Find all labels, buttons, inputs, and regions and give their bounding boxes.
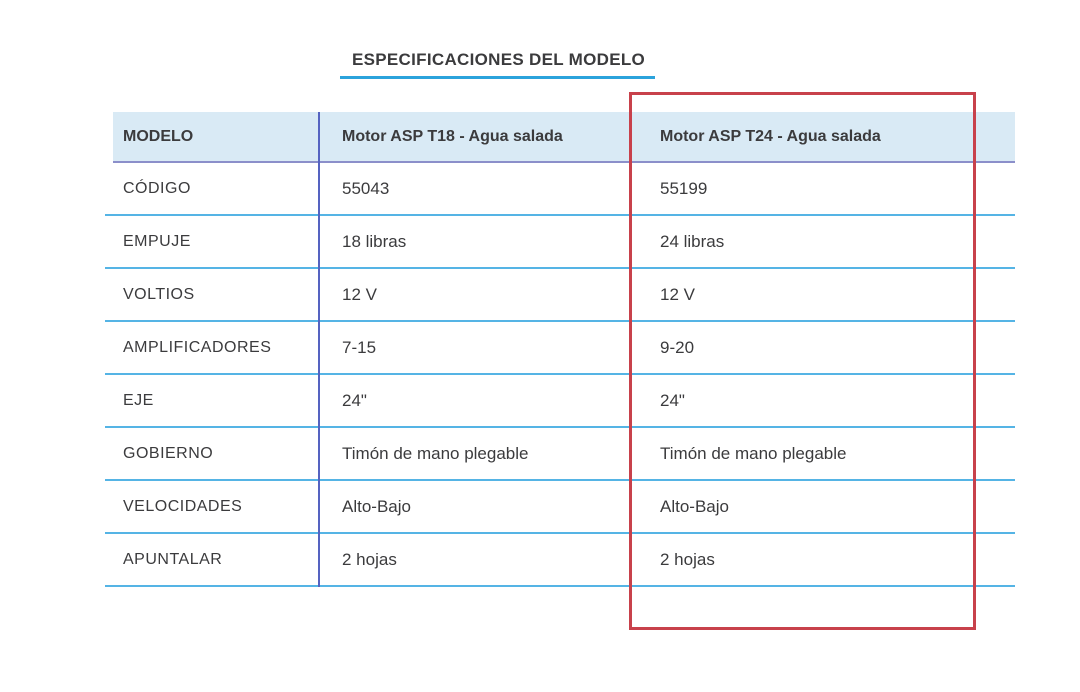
t24-value: 2 hojas	[660, 549, 715, 569]
row-label: VELOCIDADES	[123, 497, 243, 515]
column-divider	[318, 112, 320, 587]
table-row-codigo	[105, 163, 1015, 216]
page-title: ESPECIFICACIONES DEL MODELO	[340, 50, 655, 79]
t24-value: Alto-Bajo	[660, 496, 729, 516]
t18-value: Alto-Bajo	[342, 496, 411, 516]
t18-value: 7-15	[342, 337, 377, 357]
row-label: EJE	[123, 391, 154, 409]
table-row-velocidades	[105, 481, 1015, 534]
table-row-amplificadores	[105, 322, 1015, 375]
row-label: AMPLIFICADORES	[123, 338, 272, 356]
table-row-eje	[105, 375, 1015, 428]
row-label: CÓDIGO	[123, 179, 191, 197]
t24-value: 9-20	[660, 337, 695, 357]
table-header-row	[113, 112, 1015, 163]
t18-value: Timón de mano plegable	[342, 443, 529, 463]
t18-value: 12 V	[342, 284, 377, 304]
t24-value: 24 libras	[660, 231, 725, 251]
t24-value: Timón de mano plegable	[660, 443, 847, 463]
spec-table	[105, 112, 1015, 587]
header-cell-t24: Motor ASP T24 - Agua salada	[660, 127, 881, 145]
t24-value: 24"	[660, 390, 685, 410]
row-label: GOBIERNO	[123, 444, 214, 462]
row-label: APUNTALAR	[123, 550, 223, 568]
header-cell-t18: Motor ASP T18 - Agua salada	[342, 127, 563, 145]
table-row-gobierno	[105, 428, 1015, 481]
t24-value: 12 V	[660, 284, 695, 304]
t18-value: 2 hojas	[342, 549, 397, 569]
t18-value: 55043	[342, 178, 390, 198]
table-row-empuje	[105, 216, 1015, 269]
t18-value: 24"	[342, 390, 367, 410]
table-row-voltios	[105, 269, 1015, 322]
row-label: EMPUJE	[123, 232, 191, 250]
t18-value: 18 libras	[342, 231, 407, 251]
table-row-apuntalar	[105, 534, 1015, 587]
row-label: VOLTIOS	[123, 285, 195, 303]
header-cell-modelo: MODELO	[123, 127, 194, 145]
t24-value: 55199	[660, 178, 708, 198]
